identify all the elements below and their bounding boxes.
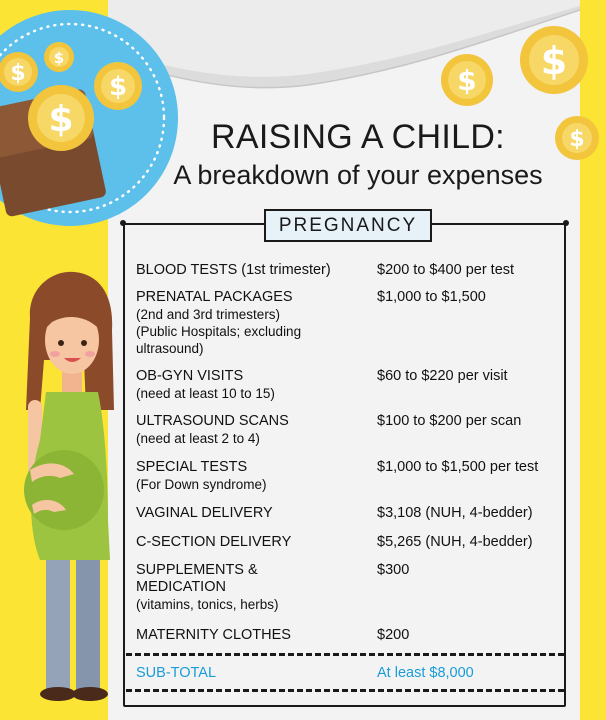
cost-cell: $3,108 (NUH, 4-bedder) xyxy=(377,505,533,521)
item-note: (need at least 2 to 4) xyxy=(136,431,260,446)
subtotal-label: SUB-TOTAL xyxy=(136,665,217,681)
page-title: RAISING A CHILD: xyxy=(211,118,505,156)
pregnant-woman-illustration xyxy=(0,0,130,720)
item-cell xyxy=(136,534,376,551)
item-name: C-SECTION DELIVERY xyxy=(136,534,292,550)
item-name: SUPPLEMENTS & MEDICATION xyxy=(136,562,258,595)
coin-icon xyxy=(520,26,588,94)
cost-cell: $300 xyxy=(377,562,410,578)
cost-cell: $5,265 (NUH, 4-bedder) xyxy=(377,534,533,550)
item-cell xyxy=(136,627,376,644)
item-note: (vitamins, tonics, herbs) xyxy=(136,597,279,612)
item-note: (For Down syndrome) xyxy=(136,477,267,492)
divider-dashed xyxy=(126,689,564,692)
item-note: (2nd and 3rd trimesters) (Public Hospitals; excluding ultrasound) xyxy=(136,307,302,356)
cost-cell: $60 to $220 per visit xyxy=(377,368,508,384)
item-name: ULTRASOUND SCANS xyxy=(136,413,289,429)
cost-cell: $100 to $200 per scan xyxy=(377,413,522,429)
item-note: (need at least 10 to 15) xyxy=(136,386,275,401)
item-cell xyxy=(136,289,376,357)
item-name: PRENATAL PACKAGES xyxy=(136,289,293,305)
coin-icon xyxy=(441,54,493,106)
svg-text:$: $ xyxy=(10,61,26,86)
cost-cell: $200 to $400 per test xyxy=(377,262,515,278)
frame-corner-dot xyxy=(563,220,569,226)
divider-dashed xyxy=(126,653,564,656)
item-cell xyxy=(136,368,376,402)
item-cell xyxy=(136,562,376,613)
svg-text:$: $ xyxy=(53,49,65,67)
subtotal-value: At least $8,000 xyxy=(377,665,474,681)
item-name: VAGINAL DELIVERY xyxy=(136,505,273,521)
item-cell xyxy=(136,459,376,493)
cost-cell: $200 xyxy=(377,627,410,643)
item-name: SPECIAL TESTS xyxy=(136,459,248,475)
item-name: OB-GYN VISITS xyxy=(136,368,244,384)
item-cell xyxy=(136,505,376,522)
item-cell xyxy=(136,262,376,279)
item-cell xyxy=(136,413,376,447)
svg-text:$: $ xyxy=(457,64,477,97)
cost-cell: $1,000 to $1,500 xyxy=(377,289,486,305)
svg-text:$: $ xyxy=(540,39,568,83)
svg-text:$: $ xyxy=(48,99,74,140)
svg-text:$: $ xyxy=(108,72,128,102)
cost-cell: $1,000 to $1,500 per test xyxy=(377,459,539,475)
item-name: MATERNITY CLOTHES xyxy=(136,627,291,643)
item-name: BLOOD TESTS (1st trimester) xyxy=(136,262,331,278)
svg-text:$: $ xyxy=(569,127,585,152)
section-label: PREGNANCY xyxy=(278,214,418,236)
page-subtitle: A breakdown of your expenses xyxy=(173,160,543,190)
section-tab-pregnancy xyxy=(264,209,432,242)
